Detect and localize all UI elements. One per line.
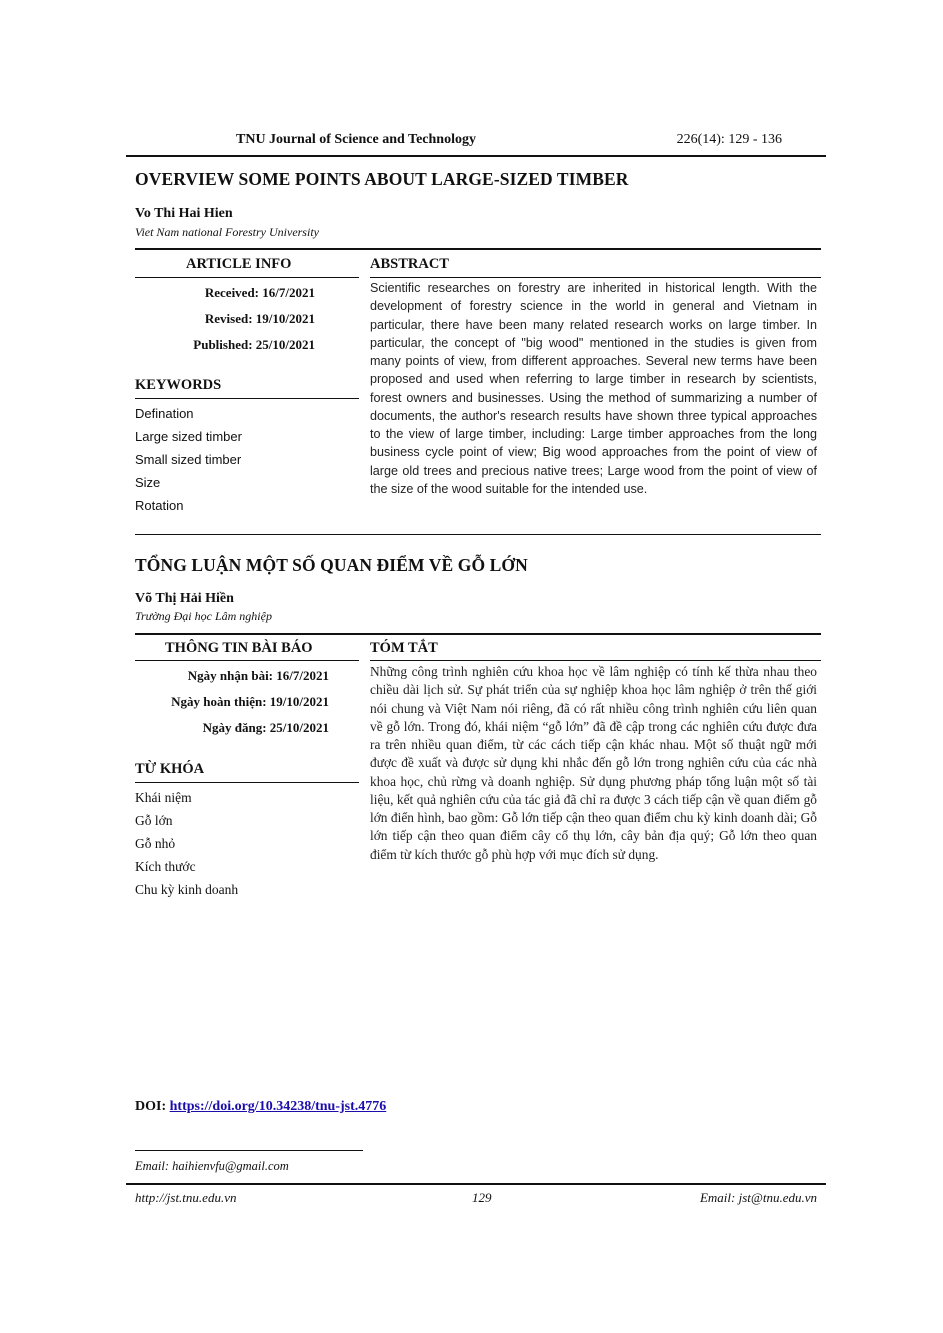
vietnamese-author: Võ Thị Hải Hiền (135, 591, 234, 606)
header-rule (126, 155, 826, 157)
vi-article-info-heading: THÔNG TIN BÀI BÁO (165, 640, 313, 656)
doi-line (135, 1099, 386, 1115)
doi-label: DOI: (135, 1099, 167, 1114)
vi-keyword-item: Gỗ lớn (135, 813, 173, 828)
author-email: Email: haihienvfu@gmail.com (135, 1159, 289, 1173)
footer-website[interactable]: http://jst.tnu.edu.vn (135, 1190, 237, 1205)
vi-published-date: Ngày đăng: 25/10/2021 (202, 720, 329, 735)
vi-info-col-rule (135, 660, 359, 661)
info-top-rule (135, 248, 821, 250)
vi-keyword-item: Kích thước (135, 859, 196, 874)
vi-article-dates (135, 666, 329, 744)
running-header (126, 132, 826, 154)
article-info-heading: ARTICLE INFO (186, 256, 292, 272)
volume-pages: 226(14): 129 - 136 (676, 132, 782, 147)
vi-abstract-heading: TÓM TẮT (370, 640, 438, 656)
vi-received-date: Ngày nhận bài: 16/7/2021 (187, 668, 329, 683)
footer-rule (126, 1183, 826, 1185)
doi-link[interactable]: https://doi.org/10.34238/tnu-jst.4776 (169, 1099, 387, 1114)
published-date: Published: 25/10/2021 (193, 337, 315, 352)
english-author: Vo Thi Hai Hien (135, 206, 233, 221)
vietnamese-abstract: Những công trình nghiên cứu khoa học về lâm nghiệp có tính kế thừa nhau theo chiều dài lịch sử. Sự phát triển của sự nghiệp khoa học lâm nghiệp ở trên thế giới nói chung và Việt Nam nói riêng, đã có rất nhiều công trình nghiên cứu liên quan về gỗ lớn. Trong đó, khái niệm “gỗ lớn” đã đề cập trong các nghiên cứu được đưa ra trên nhiều quan điểm, từ các cách tiếp cận khác nhau. Một số thuật ngữ mới được đề xuất và được sử dụng khi nhắc đến gỗ lớn trong nghiên cứu của các nhà khoa học, chủ rừng và doanh nghiệp. Sử dụng phương pháp tổng luận một số tài liệu, kết quả nghiên cứu của tác giả đã chỉ ra được 3 cách tiếp cận về quan điểm gỗ lớn điển hình, bao gồm: Gỗ lớn tiếp cận theo quan điểm chu kỳ kinh doanh dài; Gỗ lớn tiếp cận theo quan điểm cây cổ thụ lớn, cây bản địa quý; Gỗ lớn theo quan điểm từ kích thước gỗ phù hợp với mục đích sử dụng. (370, 664, 817, 862)
vi-keywords-rule (135, 782, 359, 783)
vietnamese-affiliation: Trường Đại học Lâm nghiệp (135, 609, 272, 623)
english-bottom-rule (135, 534, 821, 535)
vi-keywords-heading: TỪ KHÓA (135, 761, 205, 777)
abstract-col-rule (370, 277, 821, 278)
vietnamese-title: TỔNG LUẬN MỘT SỐ QUAN ĐIỂM VỀ GỖ LỚN (135, 555, 528, 575)
abstract-heading: ABSTRACT (370, 256, 449, 272)
journal-name: TNU Journal of Science and Technology (236, 132, 476, 147)
vi-keywords-list (135, 788, 238, 903)
keywords-list (135, 404, 242, 519)
english-abstract: Scientific researches on forestry are inherited in historical length. With the development of forestry science in the world in general and Vietnam in particular, there have been many related research works on large timber. In particular, the concept of "big wood" mentioned in the studies is given from many points of view, from different approaches. Several new terms have been proposed and used when referring to large timber in research by scientists, forest owners and businesses. Using the method of summarizing a number of documents, the author's research results have shown three typical approaches to the view of large timber, including: Large timber approaches from the long business cycle point of view; Big wood approaches from the point of view of large old trees and precious native trees; Large wood from the point of view of the size of the wood suitable for the intended use. (370, 281, 817, 496)
page-number: 129 (472, 1190, 492, 1205)
received-date: Received: 16/7/2021 (204, 285, 315, 300)
article-dates (135, 283, 315, 361)
keyword-item: Small sized timber (135, 452, 242, 467)
keywords-heading: KEYWORDS (135, 377, 222, 393)
vi-keyword-item: Chu kỳ kinh doanh (135, 882, 239, 897)
footnote-rule (135, 1150, 363, 1151)
keywords-rule (135, 398, 359, 399)
info-col-rule (135, 277, 359, 278)
vi-revised-date: Ngày hoàn thiện: 19/10/2021 (171, 694, 329, 709)
keyword-item: Size (135, 475, 161, 490)
keyword-item: Defination (135, 406, 194, 421)
keyword-item: Rotation (135, 498, 184, 513)
vi-keyword-item: Khái niệm (135, 790, 192, 805)
footer-email: Email: jst@tnu.edu.vn (699, 1190, 817, 1205)
keyword-item: Large sized timber (135, 429, 242, 444)
vi-info-top-rule (135, 633, 821, 635)
english-affiliation: Viet Nam national Forestry University (135, 225, 319, 239)
vi-keyword-item: Gỗ nhỏ (135, 836, 176, 851)
english-title: OVERVIEW SOME POINTS ABOUT LARGE-SIZED TIMBER (135, 169, 629, 189)
revised-date: Revised: 19/10/2021 (204, 311, 315, 326)
vi-abstract-col-rule (370, 660, 821, 661)
